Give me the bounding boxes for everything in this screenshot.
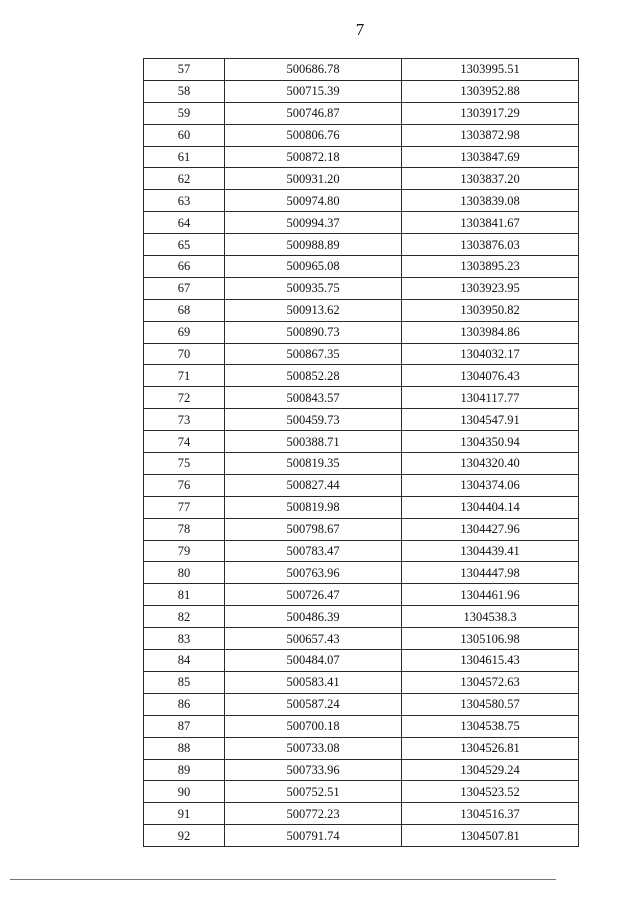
point-number-cell: 64 [144,212,225,234]
y-coordinate-cell: 1304615.43 [402,650,579,672]
table-row [144,562,579,584]
table-row [144,474,579,496]
table-row [144,431,579,453]
y-coordinate-cell: 1304523.52 [402,781,579,803]
y-coordinate-cell: 1304427.96 [402,518,579,540]
point-number-cell: 86 [144,693,225,715]
point-number-cell: 59 [144,102,225,124]
point-number-cell: 85 [144,671,225,693]
point-number-cell: 80 [144,562,225,584]
y-coordinate-cell: 1304529.24 [402,759,579,781]
table-row [144,671,579,693]
table-row [144,606,579,628]
table-row [144,584,579,606]
x-coordinate-cell: 500827.44 [225,474,402,496]
y-coordinate-cell: 1303950.82 [402,299,579,321]
x-coordinate-cell: 500819.98 [225,496,402,518]
x-coordinate-cell: 500791.74 [225,825,402,847]
x-coordinate-cell: 500763.96 [225,562,402,584]
x-coordinate-cell: 500806.76 [225,124,402,146]
point-number-cell: 77 [144,496,225,518]
table-row [144,803,579,825]
coordinates-table [143,58,579,847]
point-number-cell: 57 [144,59,225,81]
y-coordinate-cell: 1304117.77 [402,387,579,409]
point-number-cell: 58 [144,80,225,102]
y-coordinate-cell: 1303923.95 [402,277,579,299]
table-row [144,781,579,803]
point-number-cell: 76 [144,474,225,496]
point-number-cell: 69 [144,321,225,343]
y-coordinate-cell: 1304547.91 [402,409,579,431]
y-coordinate-cell: 1304461.96 [402,584,579,606]
point-number-cell: 65 [144,234,225,256]
point-number-cell: 92 [144,825,225,847]
x-coordinate-cell: 500484.07 [225,650,402,672]
table-row [144,387,579,409]
x-coordinate-cell: 500872.18 [225,146,402,168]
y-coordinate-cell: 1304538.75 [402,715,579,737]
point-number-cell: 88 [144,737,225,759]
x-coordinate-cell: 500700.18 [225,715,402,737]
y-coordinate-cell: 1304572.63 [402,671,579,693]
y-coordinate-cell: 1304374.06 [402,474,579,496]
table-row [144,124,579,146]
x-coordinate-cell: 500733.08 [225,737,402,759]
y-coordinate-cell: 1303841.67 [402,212,579,234]
point-number-cell: 78 [144,518,225,540]
x-coordinate-cell: 500783.47 [225,540,402,562]
y-coordinate-cell: 1304516.37 [402,803,579,825]
table-row [144,693,579,715]
point-number-cell: 71 [144,365,225,387]
x-coordinate-cell: 500890.73 [225,321,402,343]
x-coordinate-cell: 500965.08 [225,256,402,278]
table-row [144,737,579,759]
point-number-cell: 61 [144,146,225,168]
table-row [144,277,579,299]
point-number-cell: 79 [144,540,225,562]
y-coordinate-cell: 1304320.40 [402,453,579,475]
table-row [144,190,579,212]
point-number-cell: 83 [144,628,225,650]
table-row [144,168,579,190]
point-number-cell: 68 [144,299,225,321]
point-number-cell: 82 [144,606,225,628]
table-row [144,102,579,124]
x-coordinate-cell: 500988.89 [225,234,402,256]
point-number-cell: 72 [144,387,225,409]
point-number-cell: 90 [144,781,225,803]
point-number-cell: 63 [144,190,225,212]
table-row [144,299,579,321]
x-coordinate-cell: 500388.71 [225,431,402,453]
y-coordinate-cell: 1304032.17 [402,343,579,365]
page-number: 7 [355,20,365,39]
table-body [144,59,579,847]
table-row [144,343,579,365]
x-coordinate-cell: 500994.37 [225,212,402,234]
y-coordinate-cell: 1304404.14 [402,496,579,518]
y-coordinate-cell: 1303995.51 [402,59,579,81]
point-number-cell: 67 [144,277,225,299]
table-row [144,409,579,431]
x-coordinate-cell: 500974.80 [225,190,402,212]
x-coordinate-cell: 500733.96 [225,759,402,781]
x-coordinate-cell: 500726.47 [225,584,402,606]
table-row [144,715,579,737]
point-number-cell: 91 [144,803,225,825]
table-row [144,825,579,847]
x-coordinate-cell: 500486.39 [225,606,402,628]
table-row [144,256,579,278]
x-coordinate-cell: 500686.78 [225,59,402,81]
x-coordinate-cell: 500931.20 [225,168,402,190]
table-row [144,759,579,781]
table-row [144,496,579,518]
table-row [144,212,579,234]
point-number-cell: 87 [144,715,225,737]
x-coordinate-cell: 500852.28 [225,365,402,387]
point-number-cell: 66 [144,256,225,278]
y-coordinate-cell: 1303847.69 [402,146,579,168]
footer-rule [10,879,556,880]
point-number-cell: 73 [144,409,225,431]
table-row [144,650,579,672]
x-coordinate-cell: 500772.23 [225,803,402,825]
x-coordinate-cell: 500583.41 [225,671,402,693]
table-row [144,365,579,387]
x-coordinate-cell: 500935.75 [225,277,402,299]
y-coordinate-cell: 1304580.57 [402,693,579,715]
y-coordinate-cell: 1303872.98 [402,124,579,146]
table-row [144,80,579,102]
y-coordinate-cell: 1303895.23 [402,256,579,278]
y-coordinate-cell: 1304439.41 [402,540,579,562]
y-coordinate-cell: 1303952.88 [402,80,579,102]
point-number-cell: 62 [144,168,225,190]
x-coordinate-cell: 500657.43 [225,628,402,650]
y-coordinate-cell: 1304526.81 [402,737,579,759]
point-number-cell: 75 [144,453,225,475]
table-row [144,628,579,650]
point-number-cell: 81 [144,584,225,606]
x-coordinate-cell: 500843.57 [225,387,402,409]
point-number-cell: 74 [144,431,225,453]
table-row [144,234,579,256]
x-coordinate-cell: 500587.24 [225,693,402,715]
y-coordinate-cell: 1304076.43 [402,365,579,387]
table-row [144,59,579,81]
y-coordinate-cell: 1304350.94 [402,431,579,453]
x-coordinate-cell: 500715.39 [225,80,402,102]
x-coordinate-cell: 500746.87 [225,102,402,124]
x-coordinate-cell: 500459.73 [225,409,402,431]
x-coordinate-cell: 500867.35 [225,343,402,365]
y-coordinate-cell: 1304507.81 [402,825,579,847]
y-coordinate-cell: 1304447.98 [402,562,579,584]
x-coordinate-cell: 500819.35 [225,453,402,475]
point-number-cell: 89 [144,759,225,781]
x-coordinate-cell: 500913.62 [225,299,402,321]
table-row [144,540,579,562]
y-coordinate-cell: 1303876.03 [402,234,579,256]
table-row [144,321,579,343]
table-row [144,453,579,475]
x-coordinate-cell: 500798.67 [225,518,402,540]
point-number-cell: 60 [144,124,225,146]
y-coordinate-cell: 1303917.29 [402,102,579,124]
point-number-cell: 70 [144,343,225,365]
table-row [144,146,579,168]
x-coordinate-cell: 500752.51 [225,781,402,803]
table-row [144,518,579,540]
y-coordinate-cell: 1304538.3 [402,606,579,628]
point-number-cell: 84 [144,650,225,672]
y-coordinate-cell: 1303837.20 [402,168,579,190]
y-coordinate-cell: 1303839.08 [402,190,579,212]
y-coordinate-cell: 1305106.98 [402,628,579,650]
y-coordinate-cell: 1303984.86 [402,321,579,343]
